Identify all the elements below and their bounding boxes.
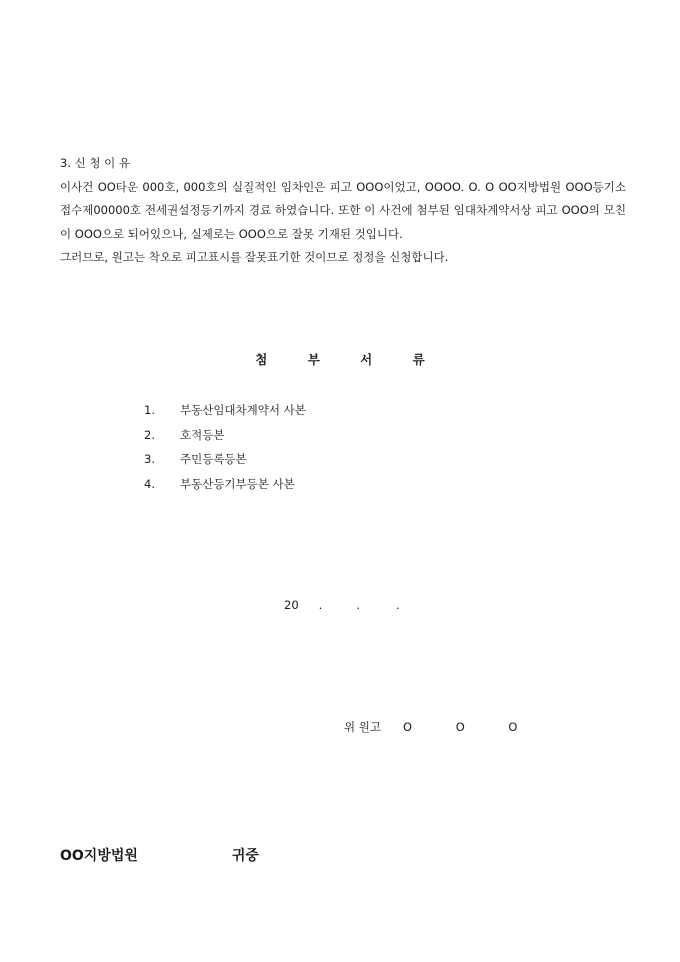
application-reason-section	[60, 152, 626, 270]
attachments-title-char: 류	[412, 352, 425, 367]
court-honorific: 귀중	[231, 848, 259, 864]
item-number: 2.	[144, 427, 155, 442]
court-name: OO지방법원	[60, 848, 138, 864]
item-number: 4.	[144, 476, 155, 491]
item-number: 1.	[144, 403, 155, 417]
list-item	[144, 472, 306, 497]
date-year: 20	[284, 598, 299, 612]
attachments-list	[144, 398, 306, 496]
signature-line	[344, 719, 537, 735]
item-text: 부동산등기부등본 사본	[180, 476, 295, 491]
date-separator: .	[318, 598, 323, 612]
date-line	[284, 598, 400, 612]
plaintiff-label: 위 원고	[344, 720, 381, 734]
section-heading: 3. 신 청 이 유	[60, 156, 131, 170]
item-number: 3.	[144, 452, 155, 466]
list-item	[144, 447, 306, 472]
date-separator: .	[356, 598, 360, 612]
conclusion-paragraph: 그러므로, 원고는 착오로 피고표시를 잘못표기한 것이므로 정정을 신청합니다.	[60, 250, 449, 264]
attachments-title-char: 서	[360, 352, 373, 367]
attachments-title-char: 부	[307, 352, 320, 367]
attachments-title-char: 첨	[255, 352, 268, 367]
plaintiff-name: O O O	[402, 720, 538, 734]
item-text: 부동산임대차계약서 사본	[180, 403, 306, 417]
court-addressee	[60, 845, 259, 865]
reason-paragraph: 이사건 OO타운 000호, 000호의 실질적인 임차인은 피고 OOO이었고, OOOO. O. O OO지방법원 OOO등기소 접수제00000호 전세권설정등기까지 경료 하였습니다. 또한 이 사건에 첨부된 임대차계약서상 피고 OOO의 모친이 OOO으로 되어있으나, 실제로는 OOO으로 잘못 기재된 것입니다.	[60, 179, 626, 241]
item-text: 주민등록등본	[180, 452, 247, 466]
attachments-title	[0, 350, 680, 368]
list-item	[144, 423, 306, 448]
list-item	[144, 398, 306, 423]
date-separator: .	[395, 598, 400, 612]
item-text: 호적등본	[180, 427, 225, 442]
